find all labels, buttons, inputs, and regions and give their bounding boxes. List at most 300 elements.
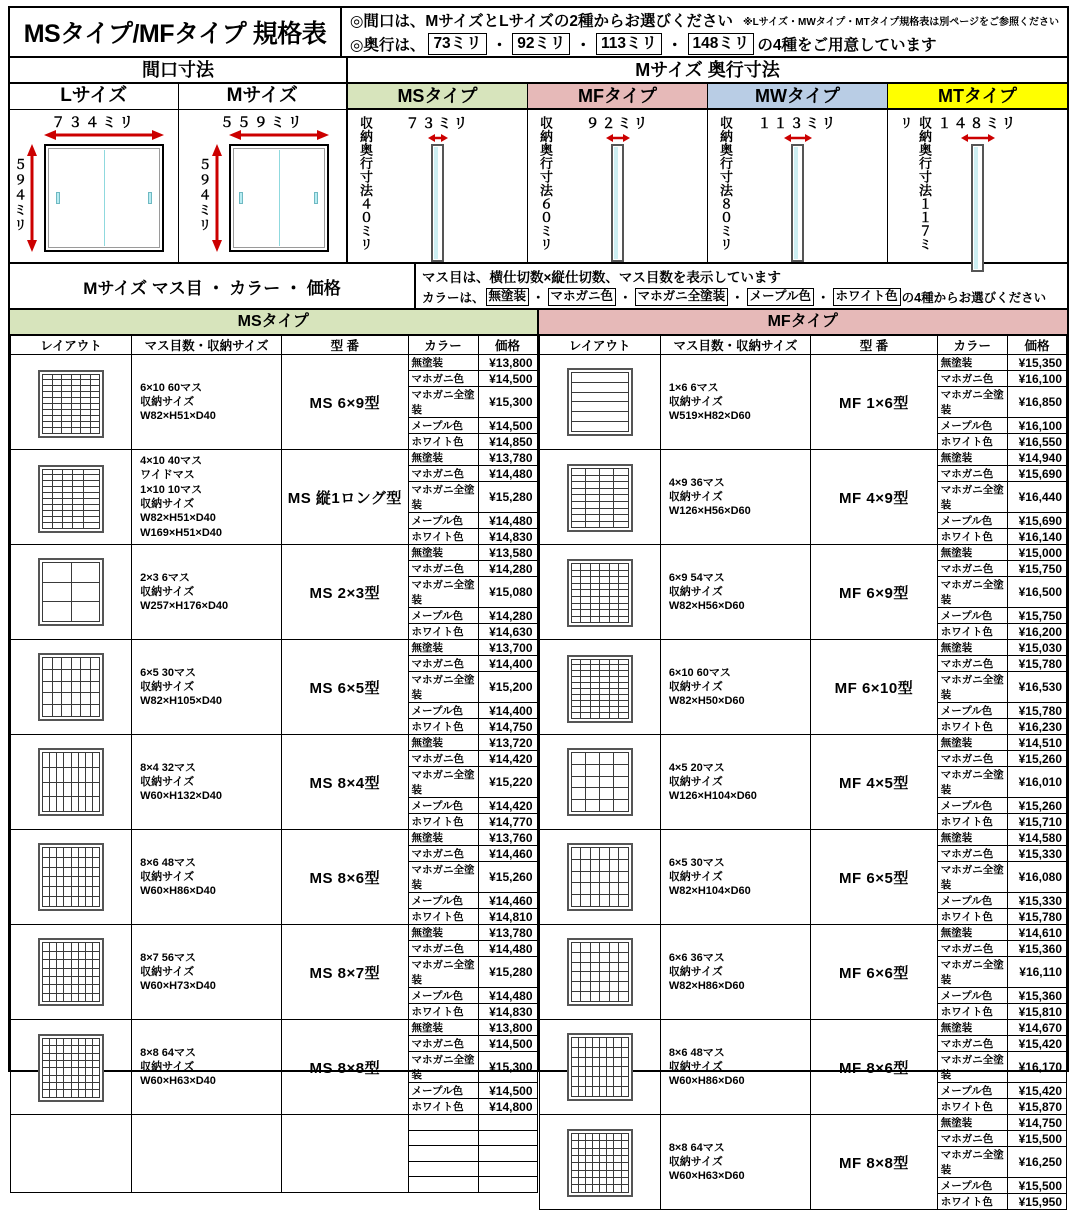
- spec-line: 1×10 10マス: [140, 483, 203, 496]
- spec-line: 4×10 40マス: [140, 455, 203, 468]
- spec-line: W82×H51×D40: [140, 512, 216, 525]
- price-cell: ¥16,230: [1007, 719, 1066, 735]
- color-cell: マホガニ全塗装: [937, 577, 1007, 608]
- price-cell: ¥14,940: [1007, 450, 1066, 466]
- price-cell: ¥15,080: [478, 577, 537, 608]
- color-cell: マホガニ色: [408, 941, 478, 957]
- price-cell: ¥14,420: [478, 798, 537, 814]
- color-cell: 無塗装: [408, 545, 478, 561]
- color-note-prefix: カラーは、: [422, 291, 485, 305]
- spec-line: 収納サイズ: [140, 1060, 195, 1073]
- model-cell: [282, 1115, 408, 1193]
- spec-cell: [132, 735, 282, 830]
- depth-profile-diagram: [431, 144, 444, 262]
- spec-line: 8×6 48マス: [668, 1046, 725, 1059]
- spec-line: W257×H176×D40: [140, 600, 229, 613]
- price-cell: ¥14,460: [478, 893, 537, 909]
- spec-cell: [660, 545, 810, 640]
- spec-line: 収納サイズ: [668, 965, 723, 978]
- layout-grid-icon: [38, 653, 104, 721]
- color-cell: メープル色: [937, 608, 1007, 624]
- price-cell: ¥13,800: [478, 1020, 537, 1036]
- table-row: [11, 640, 538, 656]
- color-cell: マホガニ色: [937, 941, 1007, 957]
- depth-arrow-icon: [606, 133, 630, 143]
- color-cell: マホガニ全塗装: [937, 862, 1007, 893]
- color-cell: マホガニ色: [937, 846, 1007, 862]
- separator: ・: [491, 37, 508, 54]
- layout-grid-icon: [567, 843, 633, 911]
- price-cell: [478, 1177, 537, 1193]
- price-cell: ¥16,550: [1007, 434, 1066, 450]
- price-cell: ¥15,220: [478, 767, 537, 798]
- price-cell: ¥14,810: [478, 909, 537, 925]
- model-cell: MF 4×9型: [811, 450, 938, 545]
- spec-line: W169×H51×D40: [140, 526, 223, 539]
- color-cell: マホガニ全塗装: [408, 1052, 478, 1083]
- table-row: [11, 925, 538, 941]
- spec-cell: [132, 1020, 282, 1115]
- col-price: 価格: [478, 336, 537, 355]
- mf-table: [539, 335, 1068, 1209]
- price-cell: ¥15,330: [1007, 893, 1066, 909]
- spec-sheet-page: [8, 6, 1069, 1209]
- height-arrow-icon: [26, 144, 38, 252]
- separator: ・: [817, 291, 830, 305]
- price-cell: [478, 1130, 537, 1146]
- table-row: [539, 355, 1067, 371]
- color-cell: 無塗装: [937, 925, 1007, 941]
- separator: ・: [731, 291, 744, 305]
- depth-note-suffix: の4種をご用意しています: [757, 37, 937, 54]
- layout-cell: [11, 355, 132, 450]
- model-cell: MS 6×9型: [282, 355, 408, 450]
- spec-line: 収納サイズ: [140, 585, 195, 598]
- color-cell: ホワイト色: [408, 909, 478, 925]
- price-cell: ¥16,250: [1007, 1147, 1066, 1178]
- col-layout: レイアウト: [539, 336, 660, 355]
- table-row: [539, 1115, 1067, 1131]
- layout-grid-icon: [567, 748, 633, 816]
- col-layout: レイアウト: [11, 336, 132, 355]
- price-cell: ¥15,780: [1007, 656, 1066, 672]
- col-spec: マス目数・収納サイズ: [660, 336, 810, 355]
- depth-option: 113ミリ: [596, 33, 662, 54]
- price-cell: ¥14,420: [478, 751, 537, 767]
- layout-grid-icon: [38, 843, 104, 911]
- price-cell: ¥13,780: [478, 450, 537, 466]
- spec-line: W82×H50×D60: [668, 695, 745, 708]
- color-cell: 無塗装: [937, 735, 1007, 751]
- price-cell: ¥14,800: [478, 1099, 537, 1115]
- color-cell: マホガニ色: [937, 1036, 1007, 1052]
- color-cell: 無塗装: [408, 1020, 478, 1036]
- price-cell: ¥16,500: [1007, 577, 1066, 608]
- color-cell: メープル色: [937, 418, 1007, 434]
- spec-cell: [660, 735, 810, 830]
- col-model: 型 番: [282, 336, 408, 355]
- spec-line: 4×9 36マス: [668, 476, 725, 489]
- color-cell: マホガニ色: [408, 656, 478, 672]
- price-cell: ¥16,110: [1007, 957, 1066, 988]
- layout-cell: [539, 545, 660, 640]
- layout-cell: [539, 1115, 660, 1210]
- price-cell: ¥13,780: [478, 925, 537, 941]
- price-cell: ¥15,350: [1007, 355, 1066, 371]
- header-band: [10, 8, 1067, 58]
- table-row: [11, 830, 538, 846]
- color-cell: [408, 1161, 478, 1177]
- color-cell: マホガニ色: [937, 561, 1007, 577]
- depth-note-prefix: ◎奥行は、: [349, 37, 426, 54]
- price-cell: ¥14,510: [1007, 735, 1066, 751]
- width-dimension: ５５９ミリ: [219, 114, 305, 130]
- spec-cell: [660, 450, 810, 545]
- masu-note: マス目は、横仕切数×縦仕切数、マス目数を表示しています: [422, 270, 781, 285]
- color-cell: マホガニ色: [408, 371, 478, 387]
- color-cell: メープル色: [937, 988, 1007, 1004]
- color-cell: メープル色: [408, 893, 478, 909]
- layout-cell: [11, 925, 132, 1020]
- price-cell: ¥14,610: [1007, 925, 1066, 941]
- spec-line: 8×8 64マス: [140, 1046, 197, 1059]
- table-row: [11, 1020, 538, 1036]
- price-cell: ¥14,500: [478, 1036, 537, 1052]
- color-cell: マホガニ色: [937, 466, 1007, 482]
- door-handle-icon: [314, 192, 318, 204]
- color-cell: メープル色: [937, 513, 1007, 529]
- opening-section: [10, 58, 348, 262]
- layout-cell: [11, 640, 132, 735]
- width-arrow-icon: [44, 129, 164, 141]
- depth-note: [350, 33, 1059, 55]
- spec-cell: [660, 925, 810, 1020]
- price-note-band: [10, 264, 1067, 310]
- color-cell: マホガニ色: [937, 371, 1007, 387]
- color-cell: 無塗装: [408, 925, 478, 941]
- spec-cell: [660, 830, 810, 925]
- depth-dimension: ７３ミリ: [405, 115, 470, 131]
- width-dimension: ７３４ミリ: [51, 114, 137, 130]
- type-label: MTタイプ: [888, 84, 1067, 110]
- color-cell: メープル色: [408, 608, 478, 624]
- spec-line: 2×3 6マス: [140, 571, 190, 584]
- color-cell: マホガニ全塗装: [937, 672, 1007, 703]
- color-cell: ホワイト色: [937, 909, 1007, 925]
- price-cell: ¥15,300: [478, 1052, 537, 1083]
- price-cell: ¥15,420: [1007, 1083, 1066, 1099]
- spec-cell: [132, 830, 282, 925]
- color-cell: 無塗装: [408, 355, 478, 371]
- spec-cell: [660, 355, 810, 450]
- model-cell: MS 縦1ロング型: [282, 450, 408, 545]
- model-cell: MF 6×10型: [811, 640, 938, 735]
- price-cell: ¥14,480: [478, 941, 537, 957]
- color-cell: [408, 1177, 478, 1193]
- color-cell: [408, 1130, 478, 1146]
- spec-cell: [660, 1115, 810, 1210]
- price-cell: ¥14,400: [478, 656, 537, 672]
- spec-line: W82×H104×D60: [668, 885, 751, 898]
- layout-cell: [539, 1020, 660, 1115]
- door-handle-icon: [239, 192, 243, 204]
- model-cell: MF 8×8型: [811, 1115, 938, 1210]
- layout-grid-icon: [567, 559, 633, 627]
- layout-cell: [539, 735, 660, 830]
- layout-cell: [11, 1020, 132, 1115]
- price-cell: ¥15,780: [1007, 909, 1066, 925]
- table-row: [539, 450, 1067, 466]
- color-option: ホワイト色: [833, 288, 901, 306]
- price-cell: ¥15,030: [1007, 640, 1066, 656]
- layout-grid-icon: [38, 938, 104, 1006]
- column-header-row: [11, 336, 538, 355]
- separator: ・: [532, 291, 545, 305]
- price-section-title: Mサイズ マス目 ・ カラー ・ 価格: [10, 264, 416, 308]
- price-cell: ¥14,460: [478, 846, 537, 862]
- price-cell: ¥14,500: [478, 1083, 537, 1099]
- color-cell: 無塗装: [937, 1115, 1007, 1131]
- depth-option: 73ミリ: [428, 33, 486, 54]
- color-cell: マホガニ色: [408, 846, 478, 862]
- color-cell: マホガニ全塗装: [937, 767, 1007, 798]
- color-cell: ホワイト色: [408, 1099, 478, 1115]
- price-cell: ¥14,480: [478, 988, 537, 1004]
- model-cell: MS 8×4型: [282, 735, 408, 830]
- depth-option: 148ミリ: [688, 33, 755, 54]
- column-header-row: [539, 336, 1067, 355]
- color-cell: ホワイト色: [408, 814, 478, 830]
- layout-grid-icon: [38, 1034, 104, 1102]
- opening-note-text: ◎間口は、MサイズとLサイズの2種からお選びください: [349, 13, 733, 30]
- depth-profile-diagram: [611, 144, 624, 262]
- price-cell: ¥16,080: [1007, 862, 1066, 893]
- col-color: カラー: [937, 336, 1007, 355]
- depth-option: 92ミリ: [512, 33, 570, 54]
- price-cell: ¥15,500: [1007, 1131, 1066, 1147]
- depth-profile-diagram: [791, 144, 804, 262]
- color-cell: マホガニ全塗装: [937, 387, 1007, 418]
- price-cell: ¥15,780: [1007, 703, 1066, 719]
- price-cell: ¥16,200: [1007, 624, 1066, 640]
- door-divider: [279, 150, 280, 246]
- price-cell: ¥16,100: [1007, 418, 1066, 434]
- spec-line: 8×6 48マス: [140, 856, 197, 869]
- table-row: [539, 735, 1067, 751]
- color-note-suffix: の4種からお選びください: [901, 291, 1047, 305]
- layout-cell: [11, 735, 132, 830]
- storage-depth-label: 収納奥行寸法４０ミリ: [358, 116, 373, 251]
- layout-grid-icon: [567, 655, 633, 723]
- layout-cell: [11, 450, 132, 545]
- layout-grid-icon: [38, 558, 104, 626]
- color-cell: ホワイト色: [937, 529, 1007, 545]
- depth-column-mt: [887, 84, 1067, 262]
- color-cell: ホワイト色: [937, 814, 1007, 830]
- width-arrow-icon: [229, 129, 329, 141]
- spec-cell: [132, 450, 282, 545]
- price-cell: ¥15,810: [1007, 1004, 1066, 1020]
- color-cell: マホガニ全塗装: [937, 482, 1007, 513]
- price-cell: ¥13,800: [478, 355, 537, 371]
- spec-line: 収納サイズ: [140, 870, 195, 883]
- price-cell: ¥15,870: [1007, 1099, 1066, 1115]
- model-cell: MS 8×7型: [282, 925, 408, 1020]
- price-cell: ¥13,700: [478, 640, 537, 656]
- cabinet-diagram: [229, 144, 329, 252]
- dimension-band: [10, 58, 1067, 264]
- spec-cell: [132, 545, 282, 640]
- color-cell: メープル色: [408, 1083, 478, 1099]
- spec-line: 6×6 36マス: [668, 951, 725, 964]
- price-cell: ¥14,500: [478, 418, 537, 434]
- size-column-m: [178, 84, 347, 262]
- layout-grid-icon: [38, 465, 104, 533]
- spec-line: 8×7 56マス: [140, 951, 197, 964]
- spec-line: 8×4 32マス: [140, 761, 197, 774]
- separator: ・: [575, 37, 591, 54]
- color-cell: ホワイト色: [937, 434, 1007, 450]
- price-cell: ¥15,950: [1007, 1194, 1066, 1210]
- depth-arrow-icon: [784, 133, 812, 143]
- color-cell: メープル色: [937, 1178, 1007, 1194]
- price-cell: ¥14,400: [478, 703, 537, 719]
- opening-title: 間口寸法: [10, 58, 346, 84]
- color-cell: マホガニ全塗装: [408, 672, 478, 703]
- table-row: [11, 545, 538, 561]
- header-notes: [342, 8, 1067, 56]
- color-cell: マホガニ全塗装: [937, 957, 1007, 988]
- color-cell: 無塗装: [937, 1020, 1007, 1036]
- depth-section: [348, 58, 1067, 262]
- price-cell: ¥14,480: [478, 513, 537, 529]
- table-row: [11, 735, 538, 751]
- price-cell: ¥16,010: [1007, 767, 1066, 798]
- color-cell: 無塗装: [937, 830, 1007, 846]
- price-cell: ¥14,480: [478, 466, 537, 482]
- price-cell: ¥14,750: [1007, 1115, 1066, 1131]
- color-cell: マホガニ全塗装: [408, 862, 478, 893]
- type-label: MSタイプ: [348, 84, 527, 110]
- spec-line: 6×5 30マス: [668, 856, 725, 869]
- spec-line: 収納サイズ: [140, 498, 195, 510]
- price-cell: ¥14,630: [478, 624, 537, 640]
- layout-cell: [11, 545, 132, 640]
- spec-line: W126×H104×D60: [668, 790, 757, 803]
- col-model: 型 番: [811, 336, 938, 355]
- price-cell: ¥15,500: [1007, 1178, 1066, 1194]
- col-price: 価格: [1007, 336, 1066, 355]
- price-cell: ¥13,720: [478, 735, 537, 751]
- price-cell: ¥14,830: [478, 529, 537, 545]
- price-cell: ¥14,750: [478, 719, 537, 735]
- spec-line: 1×6 6マス: [668, 381, 719, 394]
- spec-line: 収納サイズ: [140, 965, 195, 978]
- model-cell: MS 8×6型: [282, 830, 408, 925]
- color-option: メープル色: [747, 288, 814, 306]
- color-cell: マホガニ全塗装: [408, 387, 478, 418]
- color-cell: ホワイト色: [408, 1004, 478, 1020]
- color-cell: ホワイト色: [937, 624, 1007, 640]
- depth-dimension: １４８ミリ: [937, 115, 1018, 131]
- price-cell: ¥15,260: [1007, 751, 1066, 767]
- color-cell: [408, 1146, 478, 1162]
- layout-cell: [539, 355, 660, 450]
- height-arrow-icon: [211, 144, 223, 252]
- color-cell: ホワイト色: [408, 434, 478, 450]
- spec-line: W82×H86×D60: [668, 980, 745, 993]
- ms-table-header: MSタイプ: [10, 310, 539, 334]
- price-cell: [478, 1115, 537, 1131]
- color-cell: 無塗装: [408, 450, 478, 466]
- spec-line: 収納サイズ: [140, 775, 195, 788]
- spec-cell: [132, 925, 282, 1020]
- spec-line: W82×H105×D40: [140, 695, 223, 708]
- price-cell: ¥14,580: [1007, 830, 1066, 846]
- opening-note: [350, 9, 1059, 31]
- door-handle-icon: [56, 192, 60, 204]
- color-cell: ホワイト色: [937, 1004, 1007, 1020]
- model-cell: MF 1×6型: [811, 355, 938, 450]
- spec-line: 収納サイズ: [668, 775, 723, 788]
- price-cell: ¥15,330: [1007, 846, 1066, 862]
- color-cell: メープル色: [937, 1083, 1007, 1099]
- price-cell: ¥14,280: [478, 561, 537, 577]
- color-cell: マホガニ色: [937, 656, 1007, 672]
- model-cell: MS 2×3型: [282, 545, 408, 640]
- color-cell: マホガニ色: [408, 1036, 478, 1052]
- color-cell: [408, 1115, 478, 1131]
- spec-line: 収納サイズ: [668, 490, 723, 503]
- model-cell: MF 6×6型: [811, 925, 938, 1020]
- model-cell: MF 6×5型: [811, 830, 938, 925]
- color-cell: 無塗装: [408, 735, 478, 751]
- layout-grid-icon: [567, 1033, 633, 1101]
- table-row: [539, 545, 1067, 561]
- size-label: Lサイズ: [10, 84, 178, 110]
- spec-line: W60×H73×D40: [140, 980, 216, 993]
- price-cell: ¥14,850: [478, 434, 537, 450]
- height-dimension: ５９４ミリ: [196, 158, 212, 233]
- depth-arrow-icon: [961, 133, 995, 143]
- color-cell: ホワイト色: [408, 719, 478, 735]
- spec-line: 収納サイズ: [140, 680, 195, 693]
- depth-title: Mサイズ 奥行寸法: [348, 58, 1067, 84]
- price-cell: ¥15,750: [1007, 608, 1066, 624]
- color-cell: ホワイト色: [937, 1099, 1007, 1115]
- price-cell: ¥15,690: [1007, 513, 1066, 529]
- spec-line: 収納サイズ: [668, 680, 723, 693]
- price-cell: ¥15,200: [478, 672, 537, 703]
- col-color: カラー: [408, 336, 478, 355]
- table-row: [539, 830, 1067, 846]
- price-cell: ¥15,750: [1007, 561, 1066, 577]
- layout-grid-icon: [567, 464, 633, 532]
- depth-column-mw: [707, 84, 887, 262]
- price-cell: ¥15,360: [1007, 988, 1066, 1004]
- spec-line: ワイドマス: [140, 469, 195, 482]
- table-row: [11, 355, 538, 371]
- price-cell: ¥15,360: [1007, 941, 1066, 957]
- price-cell: ¥15,280: [478, 957, 537, 988]
- spec-line: W60×H86×D60: [668, 1075, 745, 1088]
- color-cell: 無塗装: [408, 640, 478, 656]
- layout-grid-icon: [567, 368, 633, 436]
- color-option: マホガニ色: [548, 288, 617, 306]
- price-cell: ¥15,260: [478, 862, 537, 893]
- color-cell: マホガニ色: [937, 751, 1007, 767]
- door-handle-icon: [148, 192, 152, 204]
